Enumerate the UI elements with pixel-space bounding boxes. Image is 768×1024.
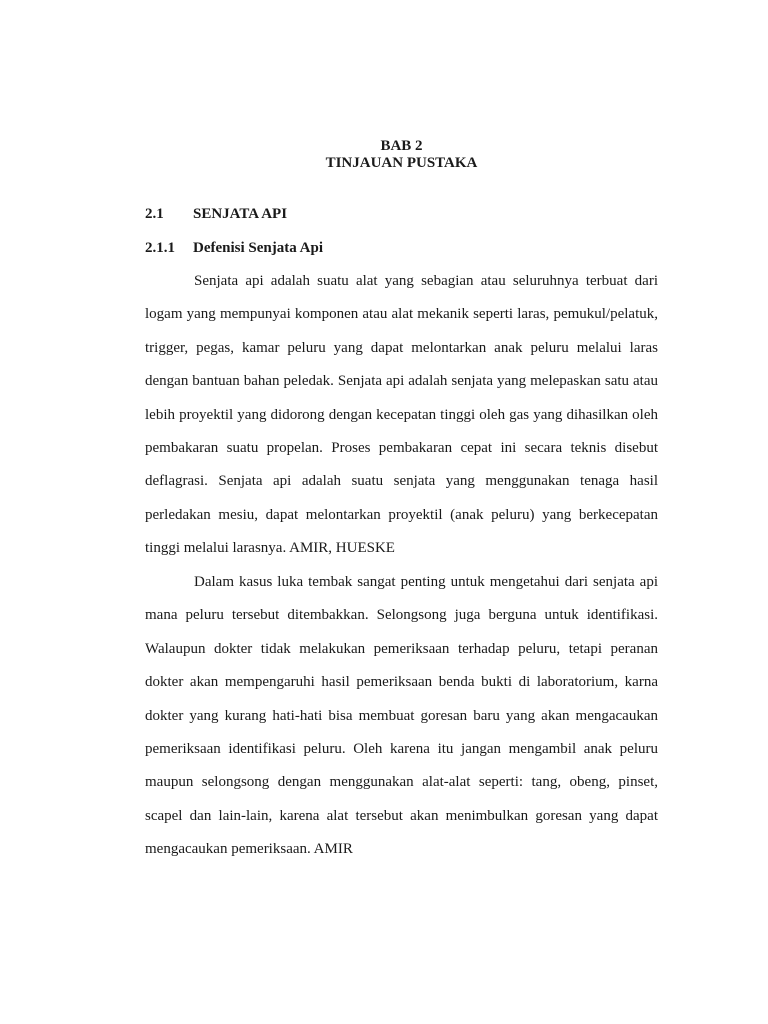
section-number: 2.1.1 xyxy=(145,240,175,256)
section-title: Defenisi Senjata Api xyxy=(193,240,324,256)
section-number: 2.1 xyxy=(145,206,164,222)
chapter-number: BAB 2 xyxy=(380,138,423,154)
body-paragraph: Dalam kasus luka tembak sangat penting untuk mengetahui dari senjata api mana peluru tersebut ditembakkan. Selongsong juga berguna untuk identifikasi. Walaupun dokter tidak melakukan pemeriksaan terhadap peluru, tetapi peranan dokter akan mempengaruhi hasil pemeriksaan benda bukti di laboratorium, karna dokter yang kurang hati-hati bisa membuat goresan baru yang akan mengacaukan pemeriksaan identifikasi peluru. Oleh karena itu jangan mengambil anak peluru maupun selongsong dengan menggunakan alat-alat seperti: tang, obeng, pinset, scapel dan lain-lain, karena alat tersebut akan menimbulkan goresan yang dapat mengacaukan pemeriksaan. AMIR xyxy=(145,574,658,858)
body-paragraph: Senjata api adalah suatu alat yang sebagian atau seluruhnya terbuat dari logam yang mempunyai komponen atau alat mekanik seperti laras, pemukul/pelatuk, trigger, pegas, kamar peluru yang dapat melontarkan anak peluru melalui laras dengan bantuan bahan peledak. Senjata api adalah senjata yang melepaskan satu atau lebih proyektil yang didorong dengan kecepatan tinggi oleh gas yang dihasilkan oleh pembakaran suatu propelan. Proses pembakaran cepat ini secara teknis disebut deflagrasi. Senjata api adalah suatu senjata yang menggunakan tenaga hasil perledakan mesiu, dapat melontarkan proyektil (anak peluru) yang berkecepatan tinggi melalui larasnya. AMIR, HUESKE xyxy=(145,273,658,557)
chapter-title: TINJAUAN PUSTAKA xyxy=(325,155,478,171)
section-heading-2-1 xyxy=(145,205,287,223)
section-heading-2-1-1 xyxy=(145,239,323,257)
section-title: SENJATA API xyxy=(193,206,288,222)
